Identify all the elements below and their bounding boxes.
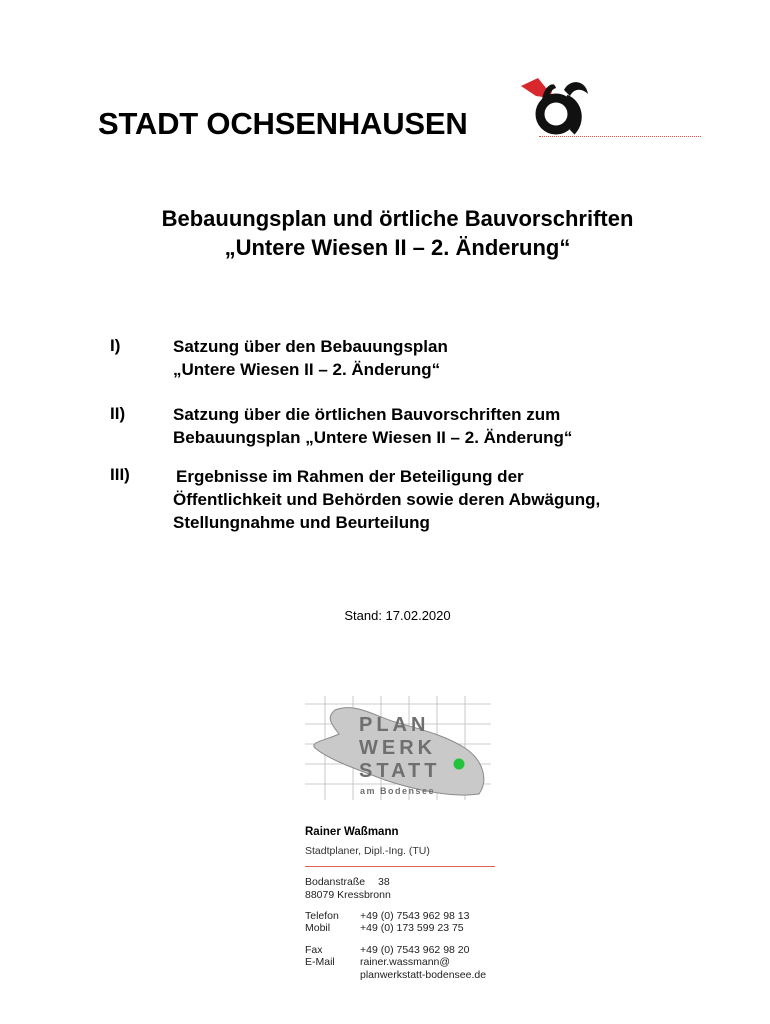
address-city: 88079 Kressbronn — [305, 889, 391, 901]
email-line: planwerkstatt-bodensee.de — [360, 969, 487, 981]
item-line: Ergebnisse im Rahmen der Beteiligung der — [176, 467, 524, 486]
item-number: II) — [110, 404, 126, 423]
item-line: Stellungnahme und Beurteilung — [173, 513, 430, 532]
logo-word: STATT — [359, 760, 441, 782]
item-number: I) — [110, 336, 121, 355]
mobile-value: +49 (0) 173 599 23 75 — [360, 922, 464, 934]
street-number: 38 — [378, 876, 390, 888]
contact-divider — [305, 866, 495, 867]
contact-role: Stadtplaner, Dipl.-Ing. (TU) — [305, 845, 430, 857]
email-line: rainer.wassmann@ — [360, 956, 451, 968]
logo-underline — [539, 136, 701, 137]
document-title-line-2: „Untere Wiesen II – 2. Änderung“ — [224, 235, 571, 260]
contact-name: Rainer Waßmann — [305, 826, 399, 838]
item-text — [173, 335, 448, 381]
item-line: Öffentlichkeit und Behörden sowie deren Abwägung, — [173, 490, 601, 509]
item-line: Bebauungsplan „Untere Wiesen II – 2. Änderung“ — [173, 428, 573, 447]
logo-subtitle: am Bodensee — [360, 786, 436, 796]
street-name: Bodanstraße — [305, 876, 366, 888]
item-line: „Untere Wiesen II – 2. Änderung“ — [173, 360, 441, 379]
item-line: Satzung über den Bebauungsplan — [173, 337, 448, 356]
item-line: Satzung über die örtlichen Bauvorschriften zum — [173, 405, 561, 424]
item-number: III) — [110, 465, 130, 484]
fax-value: +49 (0) 7543 962 98 20 — [360, 944, 470, 956]
phone-value: +49 (0) 7543 962 98 13 — [360, 910, 470, 922]
item-text — [173, 465, 600, 534]
phone-label: Telefon — [305, 910, 339, 922]
fax-label: Fax — [305, 944, 323, 956]
document-title-line-1: Bebauungsplan und örtliche Bauvorschriften — [161, 206, 634, 231]
city-title: STADT OCHSENHAUSEN — [98, 106, 468, 141]
logo-word: WERK — [359, 737, 437, 759]
email-value — [360, 956, 486, 982]
email-label: E-Mail — [305, 956, 335, 968]
mobile-label: Mobil — [305, 922, 331, 934]
logo-word: PLAN — [359, 714, 430, 736]
ochsenhausen-logo — [520, 74, 590, 136]
item-text — [173, 403, 572, 449]
status-date: Stand: 17.02.2020 — [344, 608, 451, 623]
planwerkstatt-logo-text — [359, 714, 440, 783]
address-street — [305, 876, 390, 889]
